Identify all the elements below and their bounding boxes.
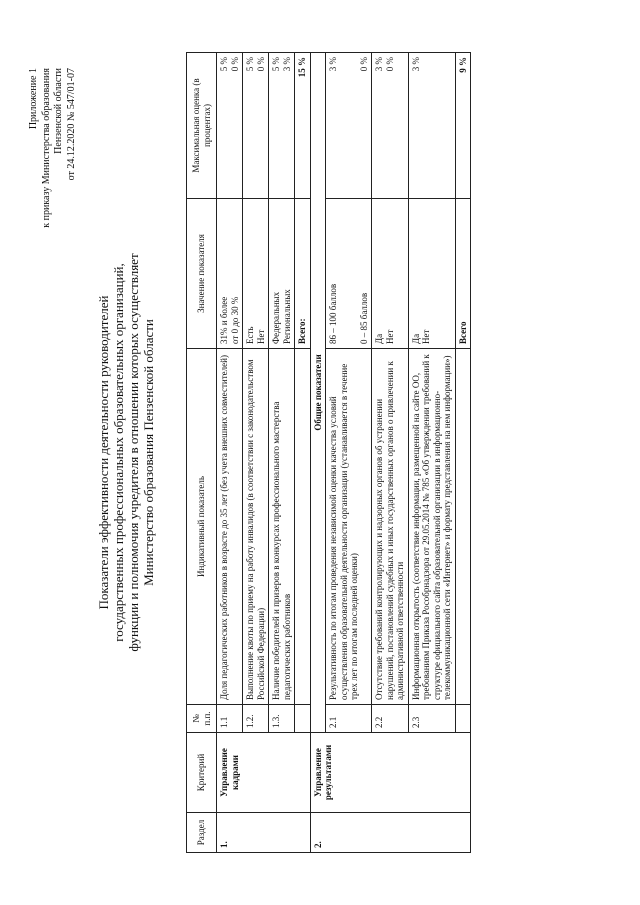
max-line: 3 % (281, 57, 292, 72)
row-num: 1.2. (243, 705, 269, 733)
document-title (96, 0, 156, 905)
total-value: 15 % (295, 53, 311, 199)
value-line: 86 – 100 баллов (328, 283, 338, 344)
empty-cell (455, 705, 471, 733)
max-line: 5 % (271, 57, 281, 72)
title-line: Министерство образования Пензенской области (141, 319, 156, 586)
subheader: Общие показатели (310, 53, 326, 733)
row-indicator: Выполнение квоты по приему на работу инвалидов (в соответствии с законодательством Российской Федерации) (243, 349, 269, 705)
value-line: 0 – 85 баллов (358, 292, 369, 344)
max-line: 3 % (410, 57, 421, 72)
row-values (243, 199, 269, 349)
value-line: Федеральных (271, 291, 281, 344)
row-max (408, 53, 455, 199)
row-num: 2.2 (372, 705, 409, 733)
row-num: 2.3 (408, 705, 455, 733)
total-value: 9 % (455, 53, 471, 199)
row-max (372, 53, 409, 199)
row-max (243, 53, 269, 199)
row-indicator: Наличие победителей и призеров в конкурсах профессионального мастерства педагогических работников (269, 349, 295, 705)
appendix-line: от 24.12.2020 № 547/01-07 (65, 68, 77, 181)
total-label: Всего: (295, 199, 311, 349)
table-header-row (187, 53, 217, 853)
row-values (372, 199, 409, 349)
row-indicator: Отсутствие требований контролирующих и надзорных органов об устранении нарушений, постановлений судебных и иных государственных органов о привлечении к административной ответственности (372, 349, 409, 705)
row-num: 1.3. (269, 705, 295, 733)
row-values (269, 199, 295, 349)
max-line: 0 % (255, 57, 266, 72)
indicators-table (186, 52, 471, 853)
row-indicator: Доля педагогических работников в возрасте до 35 лет (без учета внешних совместителей) (217, 349, 243, 705)
max-line: 5 % (219, 57, 229, 72)
value-line: Региональных (281, 289, 292, 344)
header-value: Значение показателя (187, 199, 217, 349)
max-line: 0 % (358, 57, 369, 72)
row-values (326, 199, 372, 349)
appendix-line: Пензенской области (53, 68, 64, 154)
title-line: государственных профессиональных образовательных организаций, (111, 263, 126, 642)
value-line: от 0 до 30 % (229, 296, 240, 344)
table-row (217, 53, 243, 853)
row-indicator: Информационная открытость (соответствие информации, размещенной на сайте ОО, требованиям Приказа Рособрнадзора от 29.05.2014 № 785 «Об утверждении требований к структуре официального сайта образовательной организации в информационно-телекоммуникационной сети «Интернет» и формату представления на нем информации») (408, 349, 455, 705)
max-line: 5 % (245, 57, 255, 72)
table-row (310, 53, 326, 853)
header-section: Раздел (187, 813, 217, 853)
max-line: 0 % (229, 57, 240, 72)
row-num: 1.1 (217, 705, 243, 733)
max-line: 0 % (384, 57, 395, 72)
section-criterion: Управление кадрами (217, 733, 311, 813)
header-num: № п.п. (187, 705, 217, 733)
section-criterion: Управление результатами (310, 733, 471, 813)
value-line: Нет (421, 329, 431, 344)
header-criterion: Критерий (187, 733, 217, 813)
total-label: Всего (455, 199, 471, 349)
header-indicator: Индикативный показатель (187, 349, 217, 705)
row-max (326, 53, 372, 199)
value-line: Да (410, 333, 421, 344)
title-line: функции и полномочия учредителя в отношении которых осуществляет (126, 253, 141, 652)
value-line: Да (374, 333, 384, 344)
value-line: 31% и более (219, 296, 229, 344)
empty-cell (455, 349, 471, 705)
row-values (408, 199, 455, 349)
appendix-line: Приложение 1 (28, 68, 39, 130)
row-num: 2.1 (326, 705, 372, 733)
value-line: Нет (255, 329, 266, 344)
max-line: 3 % (374, 57, 384, 72)
section-number: 1. (217, 813, 311, 853)
row-max (217, 53, 243, 199)
section-number: 2. (310, 813, 471, 853)
value-line: Есть (245, 326, 255, 344)
empty-cell (295, 705, 311, 733)
row-indicator: Результативность по итогам проведения независимой оценки качества условий осуществления образовательной деятельности организации (устанавливается в течение трех лет по итогам последней оценки) (326, 349, 372, 705)
row-max (269, 53, 295, 199)
row-values (217, 199, 243, 349)
value-line: Нет (384, 329, 395, 344)
empty-cell (295, 349, 311, 705)
appendix-line: к приказу Министерства образования (40, 68, 52, 228)
max-line: 3 % (328, 57, 338, 72)
title-line: Показатели эффективности деятельности руководителей (96, 295, 111, 610)
appendix-block (28, 68, 78, 228)
header-max: Максимальная оценка (в процентах) (187, 53, 217, 199)
